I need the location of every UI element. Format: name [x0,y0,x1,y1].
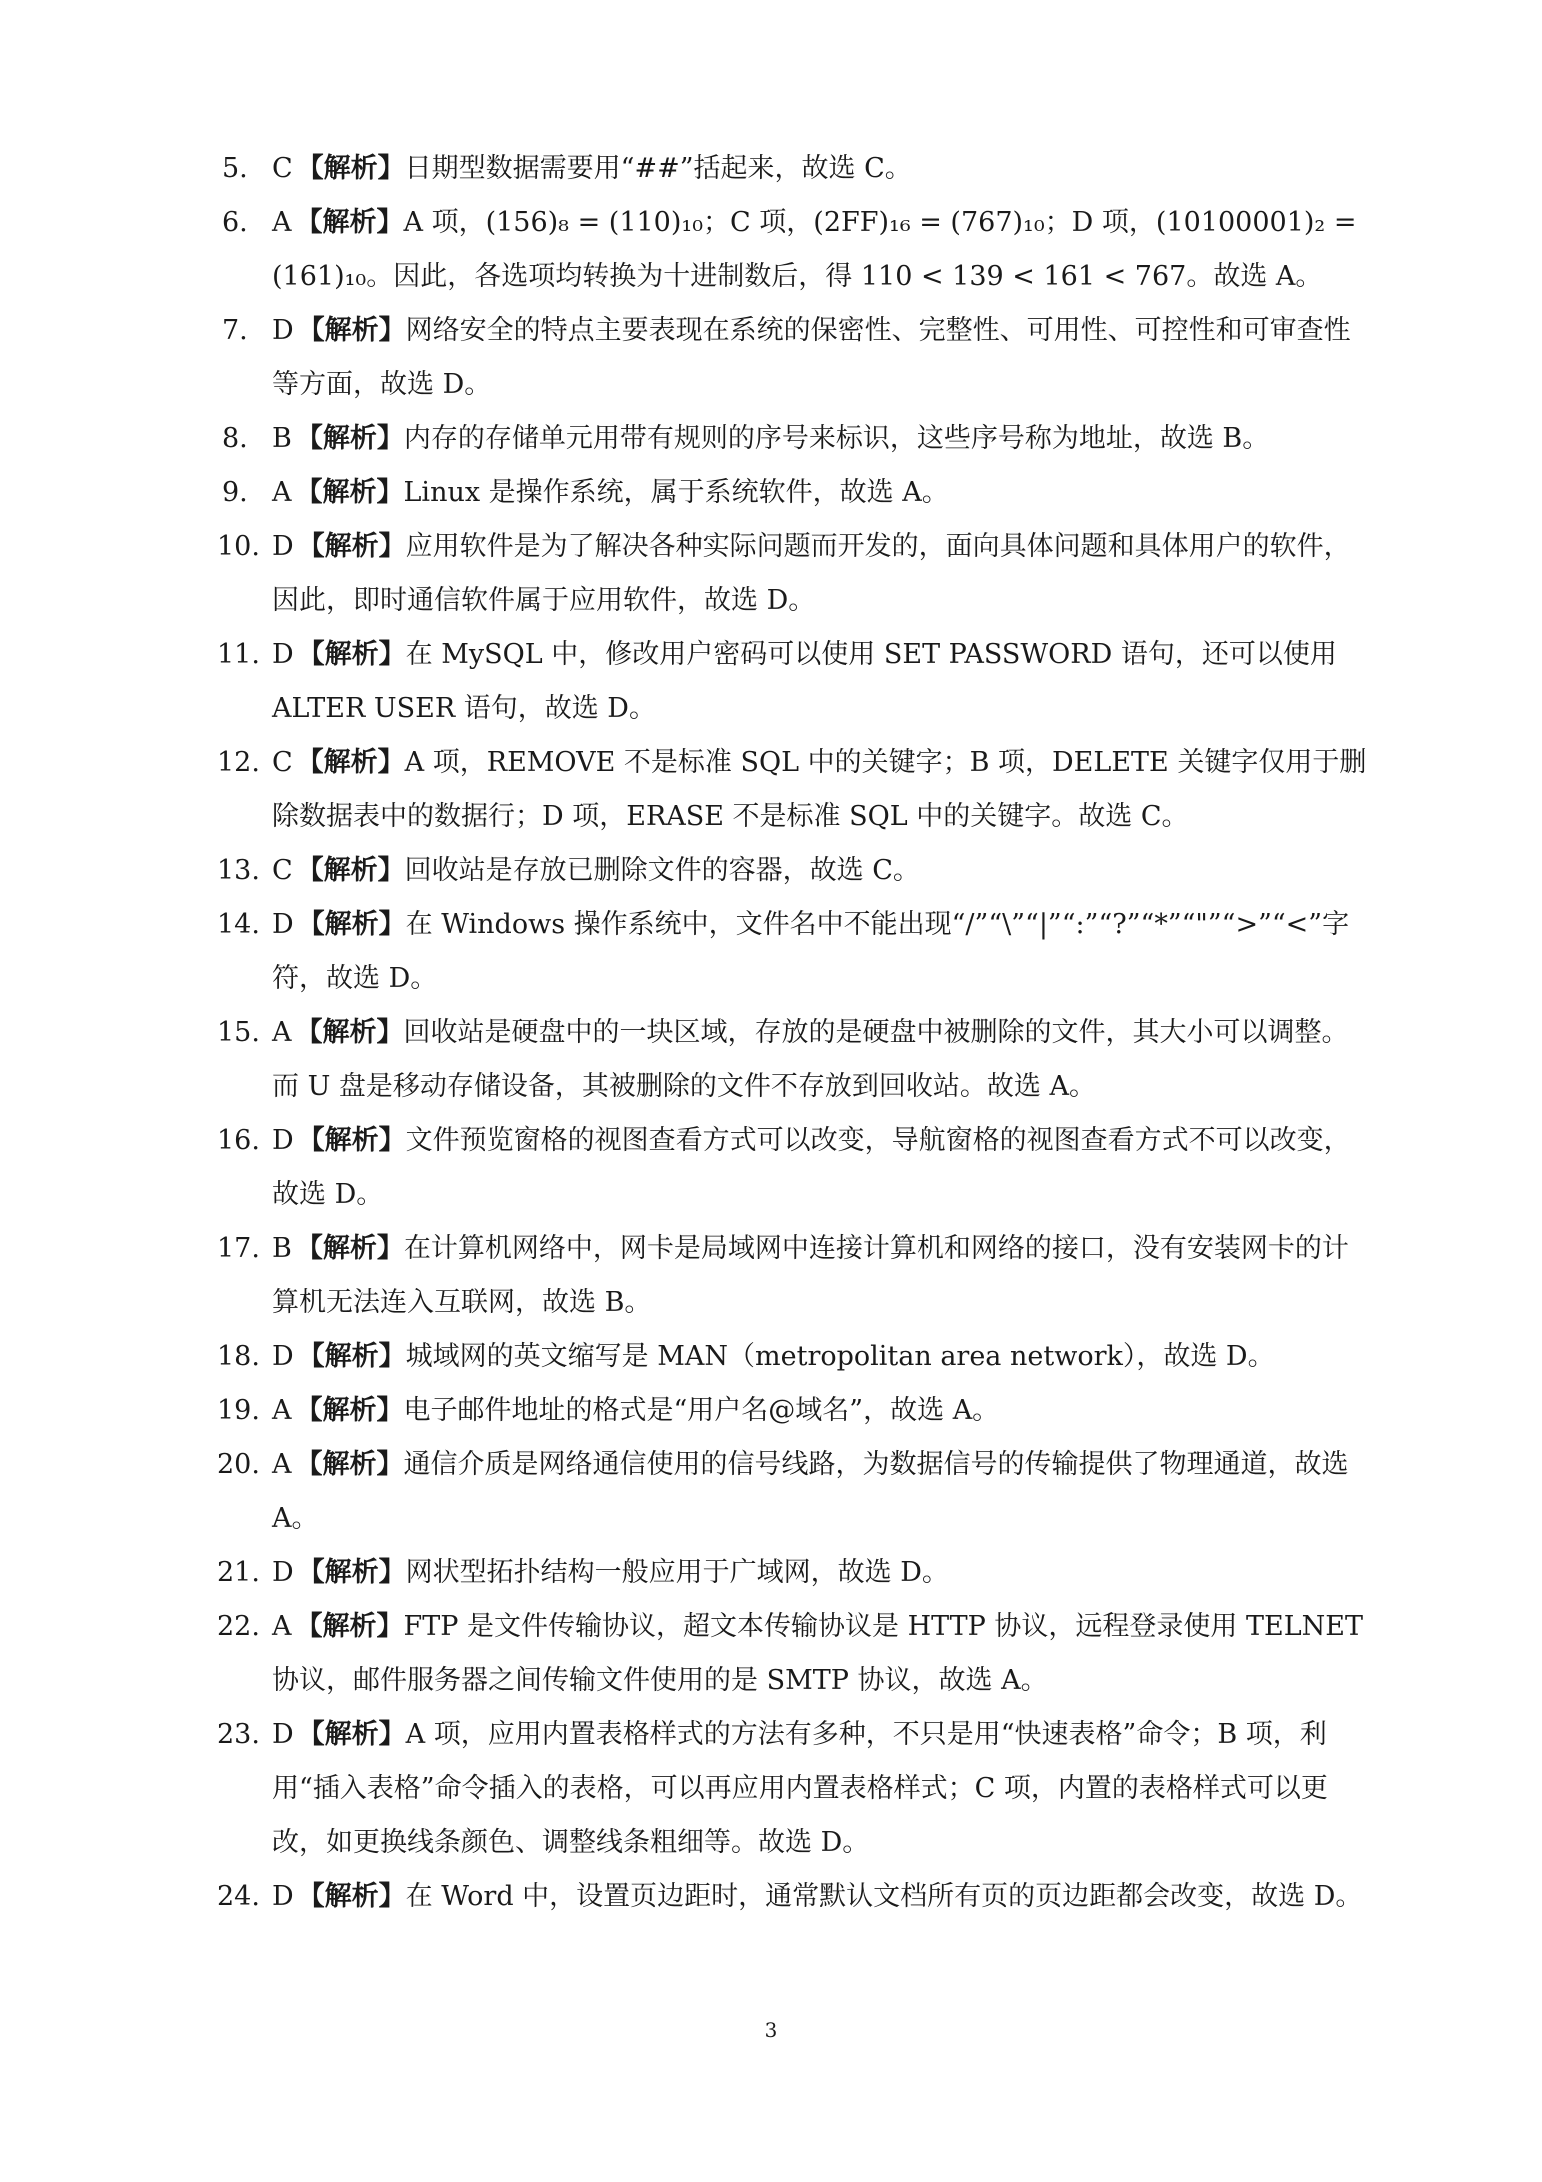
item-text: 网络安全的特点主要表现在系统的保密性、完整性、可用性、可控性和可审查性等方面，故选 D。 [272,315,1351,400]
item-answer: D [272,1341,294,1372]
item-answer: B [272,1233,292,1264]
item-tag: 【解析】 [297,909,406,940]
item-answer: D [272,531,294,562]
list-item [217,1546,1372,1600]
list-item [217,1870,1372,1924]
item-tag: 【解析】 [297,531,406,562]
list-item [217,898,1372,1006]
list-item [217,1600,1372,1708]
item-answer: D [272,639,294,670]
item-tag: 【解析】 [295,207,404,238]
item-number: 8. [222,423,248,454]
item-number: 17. [217,1233,260,1264]
item-number: 7. [222,315,248,346]
item-tag: 【解析】 [295,1611,404,1642]
item-answer: D [272,1881,294,1912]
list-item [222,196,1372,304]
list-item [217,1222,1372,1330]
item-text: 城域网的英文缩写是 MAN（metropolitan area network），故选 D。 [405,1341,1275,1372]
page-number: 3 [764,2018,778,2042]
item-text: FTP 是文件传输协议，超文本传输协议是 HTTP 协议，远程登录使用 TELNET 协议，邮件服务器之间传输文件使用的是 SMTP 协议，故选 A。 [272,1611,1363,1696]
item-tag: 【解析】 [297,1881,406,1912]
item-number: 22. [217,1611,260,1642]
item-text: 网状型拓扑结构一般应用于广域网，故选 D。 [405,1557,949,1588]
item-text: A 项，应用内置表格样式的方法有多种，不只是用“快速表格”命令；B 项，利用“插入表格”命令插入的表格，可以再应用内置表格样式；C 项，内置的表格样式可以更改，如更换线条颜色、调整线条粗细等。故选 D。 [272,1719,1328,1858]
list-item [217,844,1372,898]
item-answer: A [272,207,292,238]
item-answer: C [272,153,293,184]
list-item [217,1006,1372,1114]
item-answer: C [272,855,293,886]
answer-list [217,142,1372,1924]
item-number: 10. [217,531,260,562]
item-answer: A [272,477,292,508]
item-answer: D [272,909,294,940]
item-tag: 【解析】 [295,1395,404,1426]
item-answer: A [272,1017,292,1048]
list-item [222,142,1372,196]
item-tag: 【解析】 [295,1233,404,1264]
item-text: 电子邮件地址的格式是“用户名@域名”，故选 A。 [403,1395,1000,1426]
item-answer: A [272,1449,292,1480]
item-answer: A [272,1395,292,1426]
item-text: 文件预览窗格的视图查看方式可以改变，导航窗格的视图查看方式不可以改变，故选 D。 [272,1125,1351,1210]
item-number: 19. [217,1395,260,1426]
item-text: 通信介质是网络通信使用的信号线路，为数据信号的传输提供了物理通道，故选 A。 [272,1449,1349,1534]
item-text: Linux 是操作系统，属于系统软件，故选 A。 [403,477,949,508]
list-item [222,412,1372,466]
item-tag: 【解析】 [295,423,404,454]
item-number: 14. [217,909,260,940]
item-answer: D [272,1557,294,1588]
item-tag: 【解析】 [297,1557,406,1588]
list-item [217,1438,1372,1546]
item-text: 日期型数据需要用“##”括起来，故选 C。 [404,153,912,184]
item-text: A 项，(156)₈ = (110)₁₀；C 项，(2FF)₁₆ = (767)₁₀；D 项，(10100001)₂ = (161)₁₀。因此，各选项均转换为十进制数后，得 110 < 139 < 161 < 767。故选 A。 [272,207,1357,292]
item-answer: C [272,747,293,778]
item-answer: D [272,1719,294,1750]
item-tag: 【解析】 [297,315,406,346]
item-text: 在 Windows 操作系统中，文件名中不能出现“/”“\”“|”“:”“?”“*”“"”“>”“<”字符，故选 D。 [272,909,1350,994]
item-tag: 【解析】 [297,639,406,670]
item-number: 18. [217,1341,260,1372]
list-item [217,1708,1372,1870]
item-text: A 项，REMOVE 不是标准 SQL 中的关键字；B 项，DELETE 关键字仅用于删除数据表中的数据行；D 项，ERASE 不是标准 SQL 中的关键字。故选 C。 [272,747,1367,832]
list-item [217,1384,1372,1438]
item-tag: 【解析】 [297,1341,406,1372]
item-number: 23. [217,1719,260,1750]
list-item [222,466,1372,520]
list-item [217,628,1372,736]
item-tag: 【解析】 [297,1125,406,1156]
item-number: 5. [222,153,248,184]
item-number: 21. [217,1557,260,1588]
item-tag: 【解析】 [296,855,405,886]
list-item [222,304,1372,412]
item-number: 24. [217,1881,260,1912]
item-number: 20. [217,1449,260,1480]
item-number: 15. [217,1017,260,1048]
item-tag: 【解析】 [295,1449,404,1480]
item-number: 9. [222,477,248,508]
item-answer: A [272,1611,292,1642]
item-number: 11. [217,639,260,670]
list-item [217,1114,1372,1222]
item-text: 在计算机网络中，网卡是局域网中连接计算机和网络的接口，没有安装网卡的计算机无法连入互联网，故选 B。 [272,1233,1349,1318]
item-text: 应用软件是为了解决各种实际问题而开发的，面向具体问题和具体用户的软件，因此，即时通信软件属于应用软件，故选 D。 [272,531,1351,616]
list-item [217,736,1372,844]
item-answer: B [272,423,292,454]
list-item [217,520,1372,628]
item-tag: 【解析】 [295,477,404,508]
item-number: 16. [217,1125,260,1156]
item-tag: 【解析】 [297,1719,406,1750]
item-tag: 【解析】 [295,1017,404,1048]
item-text: 回收站是硬盘中的一块区域，存放的是硬盘中被删除的文件，其大小可以调整。而 U 盘是移动存储设备，其被删除的文件不存放到回收站。故选 A。 [272,1017,1349,1102]
item-answer: D [272,1125,294,1156]
item-number: 6. [222,207,248,238]
item-answer: D [272,315,294,346]
item-text: 在 Word 中，设置页边距时，通常默认文档所有页的页边距都会改变，故选 D。 [405,1881,1363,1912]
list-item [217,1330,1372,1384]
item-number: 13. [217,855,260,886]
item-number: 12. [217,747,260,778]
item-tag: 【解析】 [296,153,405,184]
item-text: 内存的存储单元用带有规则的序号来标识，这些序号称为地址，故选 B。 [403,423,1270,454]
item-text: 在 MySQL 中，修改用户密码可以使用 SET PASSWORD 语句，还可以使用 ALTER USER 语句，故选 D。 [272,639,1337,724]
item-tag: 【解析】 [296,747,405,778]
item-text: 回收站是存放已删除文件的容器，故选 C。 [404,855,920,886]
